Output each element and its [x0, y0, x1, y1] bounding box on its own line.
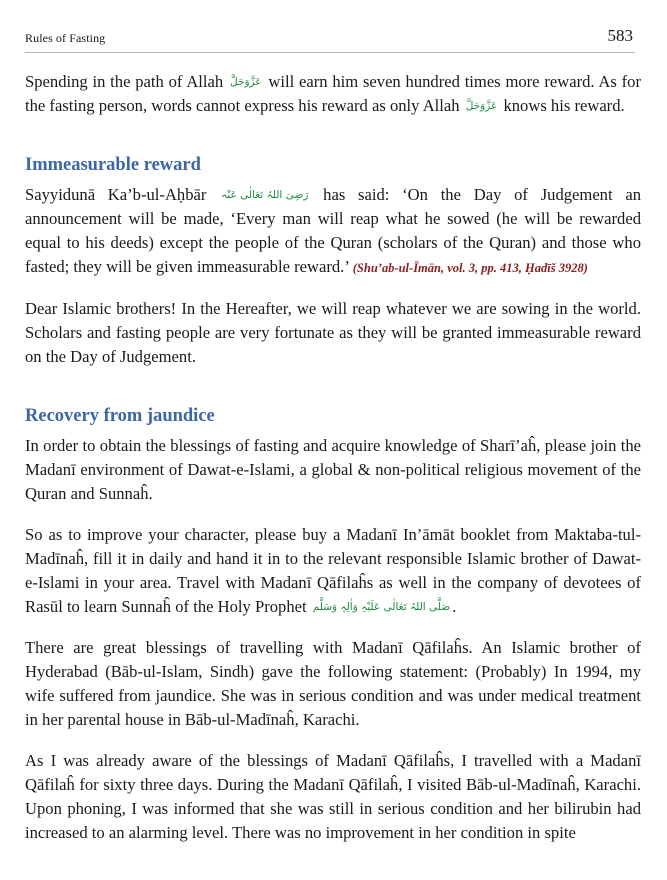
- paragraph-text: So as to improve your character, please buy a Madanī In’āmāt booklet from Maktaba-tul-Madīnaĥ, fill it in daily and hand it in to the relevant responsible Islamic brother of Dawat-e-Islami in your area. Travel with Madanī Qāfilaĥs as well in the company of devotees of Rasūl to learn Sunnaĥ of the Holy Prophet: [25, 525, 641, 616]
- arabic-salutation: صَلَّی اللہُ تَعَالٰی عَلَیْہِ وَاٰلِہٖ وَسَلَّم: [312, 601, 451, 613]
- paragraph-islamic-brothers: Dear Islamic brothers! In the Hereafter, we will reap whatever we are sowing in the world. Scholars and fasting people are very fortunate as they will be granted immeasurable reward on the Day of Judgement.: [25, 299, 641, 366]
- section-heading-immeasurable-reward: Immeasurable reward: [25, 155, 201, 175]
- page-body: [25, 70, 641, 862]
- paragraph-text: knows his reward.: [499, 96, 625, 115]
- paragraph-text: Spending in the path of Allah: [25, 72, 228, 91]
- section-heading-recovery-from-jaundice: Recovery from jaundice: [25, 406, 215, 426]
- page-number: 583: [607, 26, 633, 45]
- paragraph-text: has said: ‘On the Day of Judgement an announcement will be made, ‘Every man will reap what he sowed (he will be rewarded equal to his deeds) except the people of the Quran (scholars of the Quran) and those who fasted; they will be given immeasurable reward.’: [25, 185, 642, 276]
- paragraph-improve-character: [25, 523, 641, 619]
- citation: (Shu’ab-ul-Īmān, vol. 3, pp. 413, Ḥadīš 3928): [352, 261, 588, 275]
- paragraph-travelled-with-qafilah: As I was already aware of the blessings of Madanī Qāfilaĥs, I travelled with a Madanī Qāfilaĥ for sixty three days. During the Madanī Qāfilaĥ, I visited Bāb-ul-Madīnaĥ, Karachi. Upon phoning, I was informed that she was still in serious condition and her bilirubin had increased to an alarming level. There was no improvement in her condition in spite: [25, 751, 641, 842]
- page-header: [25, 26, 635, 53]
- paragraph-text: will earn him seven hundred times more reward. As for the fasting person, words cannot express his reward as only Allah: [25, 72, 642, 115]
- arabic-honorific: عَزَّوَجَلَّ: [230, 76, 262, 88]
- paragraph-text: .: [452, 597, 457, 616]
- running-title: Rules of Fasting: [25, 31, 106, 45]
- paragraph-reward-spending: [25, 70, 641, 118]
- arabic-honorific: عَزَّوَجَلَّ: [465, 100, 498, 112]
- paragraph-blessings-of-fasting: In order to obtain the blessings of fasting and acquire knowledge of Sharī’aĥ, please join the Madanī environment of Dawat-e-Islami, a global & non-political religious movement of the Quran and Sunnaĥ.: [25, 436, 641, 503]
- arabic-honorific: رَضِیَ اللہُ تَعَالٰی عَنْہ: [221, 189, 309, 201]
- paragraph-hyderabad-statement: There are great blessings of travelling with Madanī Qāfilaĥs. An Islamic brother of Hyderabad (Bāb-ul-Islam, Sindh) gave the following statement: (Probably) In 1994, my wife suffered from jaundice. She was in serious condition and was under medical treatment in her parental house in Bāb-ul-Madīnaĥ, Karachi.: [25, 638, 641, 729]
- paragraph-kab-ul-ahbar: [25, 183, 641, 280]
- paragraph-text: Sayyidunā Ka’b-ul-Aḥbār: [25, 185, 220, 204]
